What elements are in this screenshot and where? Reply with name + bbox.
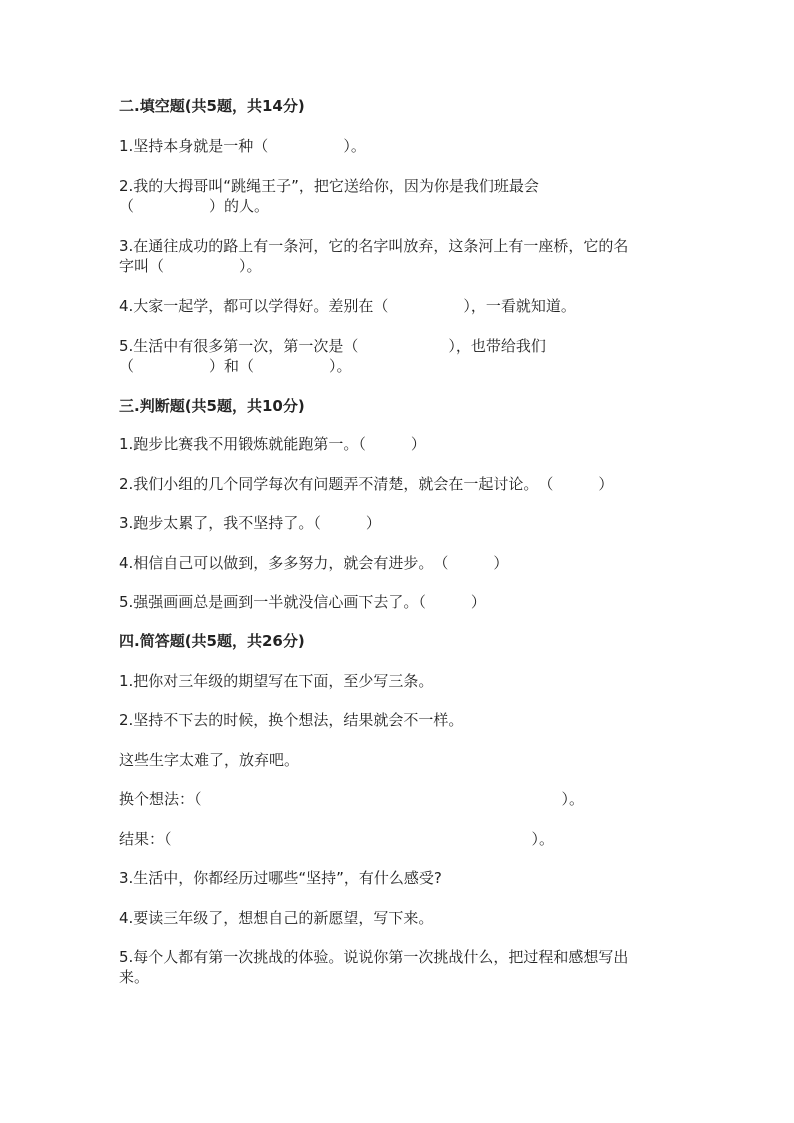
question-line: 5.强强画画总是画到一半就没信心画下去了。（ ） [119,593,486,611]
section-title-short-answer: 四.简答题(共5题，共26分) [119,632,305,650]
question-line: 2.我的大拇哥叫“跳绳王子”，把它送给你，因为你是我们班最会 [119,177,539,195]
question-line: 来。 [119,968,150,986]
question-line: 1.跑步比赛我不用锻炼就能跑第一。（ ） [119,435,426,453]
question-line: （ ）的人。 [119,197,270,215]
question-line: （ ）和（ ）。 [119,357,352,375]
question-line: 换个想法：（ ）。 [119,790,585,808]
question-line: 5.生活中有很多第一次，第一次是（ ），也带给我们 [119,337,546,355]
question-line: 结果：（ ）。 [119,830,555,848]
question-line: 4.相信自己可以做到，多多努力，就会有进步。 （ ） [119,554,509,572]
question-line: 3.生活中，你都经历过哪些“坚持”，有什么感受? [119,869,442,887]
question-line: 5.每个人都有第一次挑战的体验。说说你第一次挑战什么，把过程和感想写出 [119,948,629,966]
question-line: 2.我们小组的几个同学每次有问题弄不清楚，就会在一起讨论。 （ ） [119,475,614,493]
question-line: 4.要读三年级了，想想自己的新愿望，写下来。 [119,909,434,927]
question-line: 1.坚持本身就是一种（ ）。 [119,137,366,155]
question-line: 1.把你对三年级的期望写在下面，至少写三条。 [119,672,434,690]
question-line: 2.坚持不下去的时候，换个想法，结果就会不一样。 [119,711,464,729]
question-line: 4.大家一起学，都可以学得好。差别在（ ），一看就知道。 [119,297,576,315]
question-line: 3.在通往成功的路上有一条河，它的名字叫放弃，这条河上有一座桥，它的名 [119,237,629,255]
question-line: 3.跑步太累了，我不坚持了。（ ） [119,514,381,532]
section-title-fill-in: 二.填空题(共5题，共14分) [119,97,305,115]
section-title-true-false: 三.判断题(共5题，共10分) [119,397,305,415]
question-line: 字叫（ ）。 [119,257,262,275]
question-line: 这些生字太难了，放弃吧。 [119,751,300,769]
